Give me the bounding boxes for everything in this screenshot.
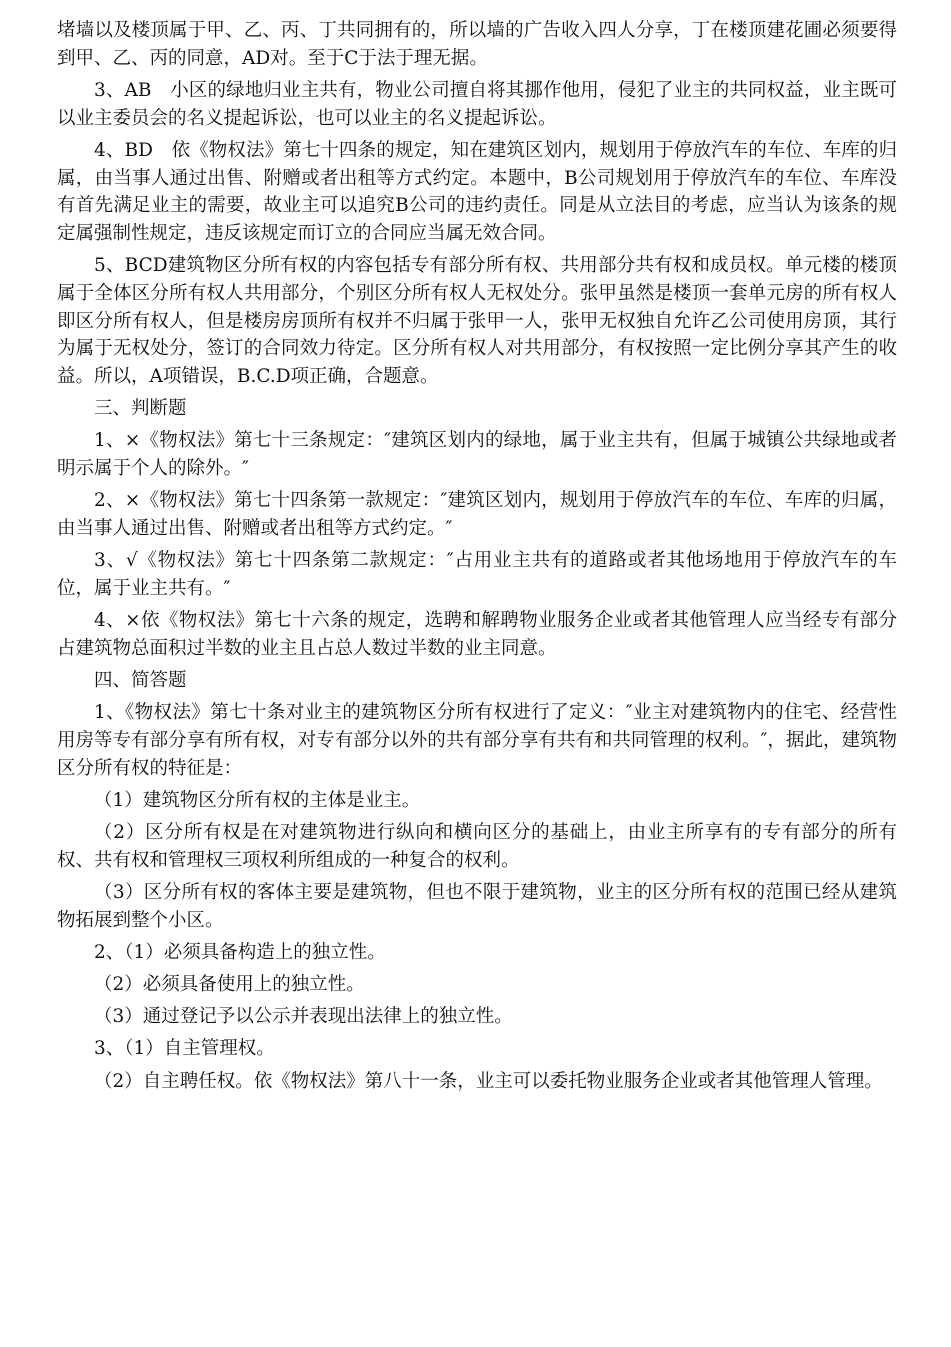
answer-5: 5、BCD建筑物区分所有权的内容包括专有部分所有权、共用部分共有权和成员权。单元楼的楼顶属于全体区分所有权人共用部分，个别区分所有权人无权处分。张甲虽然是楼顶一套单元房的所有权人即区分所有权人，但是楼房房顶所有权并不归属于张甲一人，张甲无权独自允许乙公司使用房顶，其行为属于无权处分，签订的合同效力待定。区分所有权人对共用部分，有权按照一定比例分享其产生的收益。所以，A项错误，B.C.D项正确，合题意。 bbox=[57, 255, 897, 387]
answer-4: 4、BD 依《物权法》第七十四条的规定，知在建筑区划内，规划用于停放汽车的车位、车库的归属，由当事人通过出售、附赠或者出租等方式约定。本题中，B公司规划用于停放汽车的车位、车库没有首先满足业主的需要，故业主可以追究B公司的违约责任。同是从立法目的考虑，应当认为该条的规定属强制性规定，违反该规定而订立的合同应当属无效合同。 bbox=[57, 139, 897, 244]
short-answer-1-point-2: （2）区分所有权是在对建筑物进行纵向和横向区分的基础上，由业主所享有的专有部分的所有权、共有权和管理权三项权利所组成的一种复合的权利。 bbox=[57, 821, 897, 871]
section-heading-true-false: 三、判断题 bbox=[94, 398, 187, 420]
judgment-1: 1、×《物权法》第七十三条规定：″建筑区划内的绿地，属于业主共有，但属于城镇公共绿地或者明示属于个人的除外。″ bbox=[57, 430, 897, 480]
short-answer-3-point-2: （2）自主聘任权。依《物权法》第八十一条，业主可以委托物业服务企业或者其他管理人管理。 bbox=[94, 1070, 883, 1092]
short-answer-1: 1、《物权法》第七十条对业主的建筑物区分所有权进行了定义：″业主对建筑物内的住宅、经营性用房等专有部分享有所有权，对专有部分以外的共有部分享有共有和共同管理的权利。″，据此，建筑物区分所有权的特征是： bbox=[57, 702, 897, 779]
short-answer-3-point-1: 3、（1）自主管理权。 bbox=[94, 1038, 275, 1060]
short-answer-1-point-1: （1）建筑物区分所有权的主体是业主。 bbox=[94, 789, 421, 811]
short-answer-1-point-3: （3）区分所有权的客体主要是建筑物，但也不限于建筑物，业主的区分所有权的范围已经从建筑物拓展到整个小区。 bbox=[57, 881, 897, 931]
judgment-3: 3、√《物权法》第七十四条第二款规定：″占用业主共有的道路或者其他场地用于停放汽车的车位，属于业主共有。″ bbox=[57, 550, 897, 599]
section-heading-short-answer: 四、简答题 bbox=[94, 669, 187, 691]
paragraph-continuation: 堵墙以及楼顶属于甲、乙、丙、丁共同拥有的，所以墙的广告收入四人分享，丁在楼顶建花圃必须要得到甲、乙、丙的同意，AD对。至于C于法于理无据。 bbox=[57, 20, 897, 69]
short-answer-2-point-3: （3）通过登记予以公示并表现出法律上的独立性。 bbox=[94, 1006, 513, 1028]
answer-3: 3、AB 小区的绿地归业主共有，物业公司擅自将其挪作他用，侵犯了业主的共同权益，业主既可以业主委员会的名义提起诉讼，也可以业主的名义提起诉讼。 bbox=[57, 79, 897, 129]
short-answer-2-point-1: 2、（1）必须具备构造上的独立性。 bbox=[94, 941, 386, 963]
judgment-2: 2、×《物权法》第七十四条第一款规定：″建筑区划内，规划用于停放汽车的车位、车库的归属，由当事人通过出售、附赠或者出租等方式约定。″ bbox=[57, 490, 897, 539]
document-page bbox=[57, 17, 897, 1100]
short-answer-2-point-2: （2）必须具备使用上的独立性。 bbox=[94, 974, 365, 995]
judgment-4: 4、×依《物权法》第七十六条的规定，选聘和解聘物业服务企业或者其他管理人应当经专有部分占建筑物总面积过半数的业主且占总人数过半数的业主同意。 bbox=[57, 610, 897, 659]
